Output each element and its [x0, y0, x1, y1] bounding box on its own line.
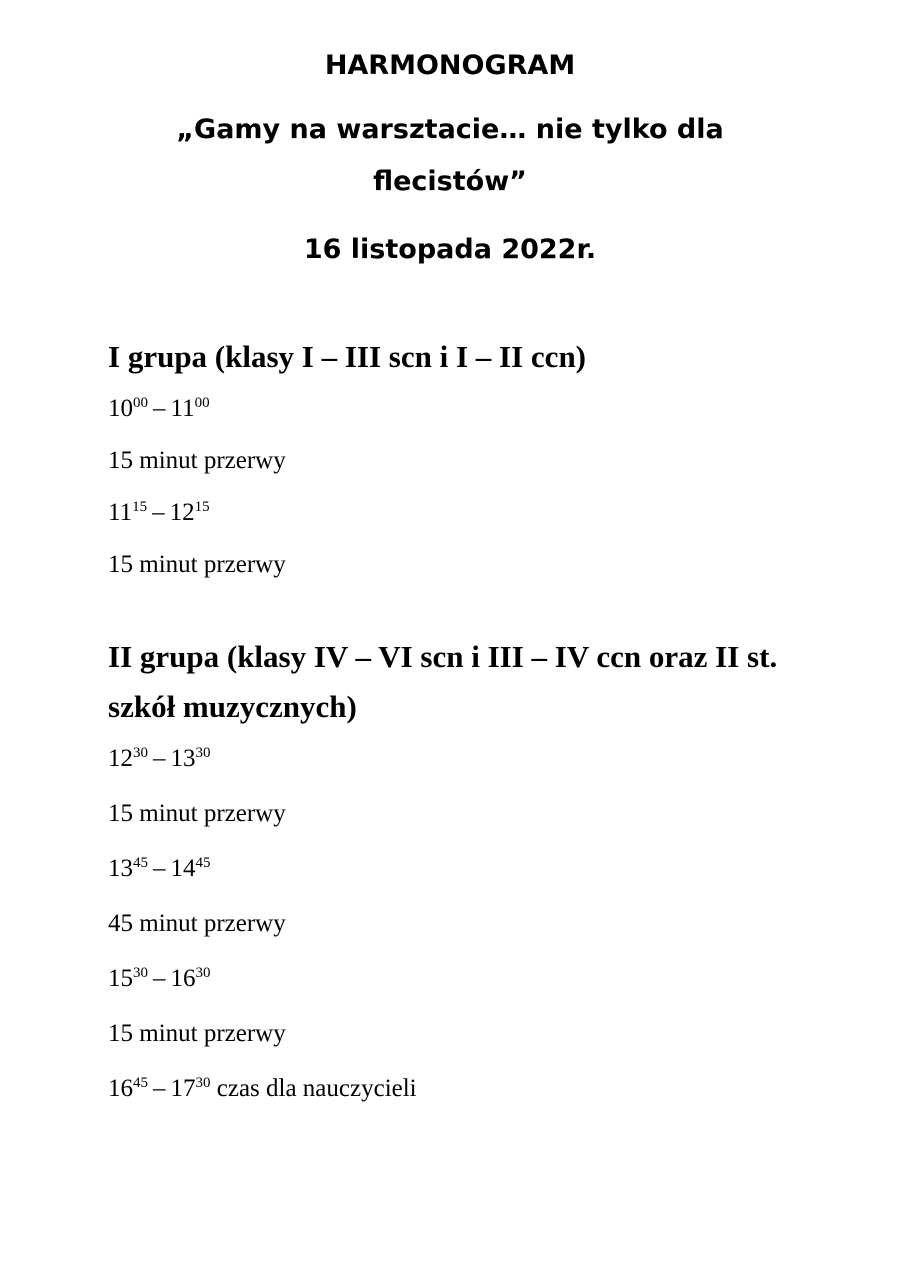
end-minute: 45 — [195, 855, 211, 871]
teacher-time-note: czas dla nauczycieli — [216, 1075, 417, 1102]
start-hour: 13 — [108, 855, 133, 882]
time-slot — [108, 392, 808, 426]
range-dash: – — [152, 499, 165, 526]
start-minute: 45 — [133, 1075, 148, 1091]
start-hour: 11 — [108, 499, 133, 526]
end-hour: 12 — [169, 499, 195, 526]
end-hour: 17 — [170, 1075, 196, 1102]
start-hour: 16 — [108, 1075, 133, 1102]
end-hour: 11 — [170, 395, 195, 422]
group-2-title: II grupa (klasy IV – VI scn i III – IV ccn oraz II st. szkół muzycznych) — [108, 639, 778, 724]
end-hour: 16 — [170, 965, 196, 992]
start-hour: 15 — [108, 965, 133, 992]
event-date: 16 listopada 2022r. — [303, 234, 597, 265]
start-minute: 30 — [133, 965, 148, 981]
range-dash: – — [153, 965, 166, 992]
break-line: 15 minut przerwy — [108, 800, 286, 827]
break-line: 45 minut przerwy — [108, 910, 286, 937]
range-dash: – — [153, 1075, 166, 1102]
range-dash: – — [153, 855, 166, 882]
time-slot — [108, 1072, 808, 1106]
document-title: HARMONOGRAM — [324, 50, 576, 81]
end-hour: 14 — [170, 855, 196, 882]
start-hour: 10 — [108, 395, 133, 422]
break-line: 15 minut przerwy — [108, 551, 286, 578]
start-minute: 30 — [133, 745, 148, 761]
event-name: „Gamy na warsztacie… nie tylko dla flecistów” — [176, 114, 724, 197]
time-slot — [108, 962, 808, 996]
end-minute: 00 — [194, 395, 210, 411]
range-dash: – — [153, 745, 166, 772]
start-minute: 15 — [132, 499, 148, 515]
schedule-content — [108, 332, 808, 1127]
end-minute: 30 — [195, 965, 211, 981]
break-line: 15 minut przerwy — [108, 1020, 286, 1047]
end-hour: 13 — [170, 745, 196, 772]
break-line: 15 minut przerwy — [108, 447, 286, 474]
time-slot — [108, 852, 808, 886]
range-dash: – — [153, 395, 166, 422]
time-slot — [108, 496, 808, 530]
end-minute: 30 — [195, 745, 211, 761]
end-minute: 15 — [194, 499, 210, 515]
group-1-title: I grupa (klasy I – III scn i I – II ccn) — [108, 339, 587, 374]
end-minute: 30 — [195, 1075, 211, 1091]
start-minute: 00 — [133, 395, 148, 411]
start-minute: 45 — [133, 855, 148, 871]
document-header — [0, 44, 900, 272]
start-hour: 12 — [108, 745, 133, 772]
time-slot — [108, 742, 808, 776]
